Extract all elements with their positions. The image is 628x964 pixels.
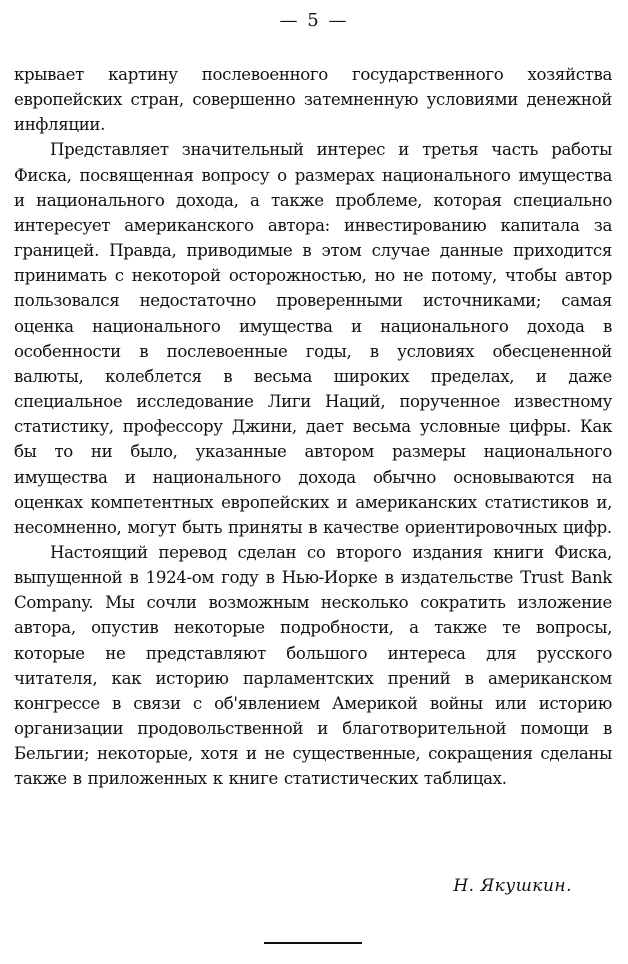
- paragraph-fisk-third-part: Представляет значительный интерес и третья часть работы Фиска, посвященная вопросу о размерах национального имущества и национального дохода, а также проблеме, которая специально интересует американского автора: инвестированию капитала за границей. Правда, приводимые в этом случае данные приходится принимать с некоторой осторожностью, но не потому, чтобы автор пользовался недостаточно проверенными источниками; самая оценка национального имущества и национального дохода в особенности в послевоенные годы, в условиях обесцененной валюты, колеблется в весьма широких пределах, и даже специальное исследование Лиги Наций, порученное известному статистику, профессору Джини, дает весьма условные цифры. Как бы то ни было, указанные автором размеры национального имущества и национального дохода обычно основываются на оценках компетентных европейских и американских статистиков и, несомненно, могут быть приняты в качестве ориентировочных цифр.: [14, 140, 612, 537]
- body-text: [14, 62, 612, 792]
- paragraph-continuation: крывает картину послевоенного государственного хозяйства европейских стран, совершенно затемненную условиями денежной инфляции.: [14, 65, 612, 135]
- paragraph-translation-note: Настоящий перевод сделан со второго издания книги Фиска, выпущенной в 1924-ом году в Нью-Иорке в издательстве Trust Bank Company. Мы сочли возможным несколько сократить изложение автора, опустив некоторые подробности, а также те вопросы, которые не представляют большого интереса для русского читателя, как историю парламентских прений в американском конгрессе в связи с об'явлением Америкой войны или историю организации продовольственной и благотворительной помощи в Бельгии; некоторые, хотя и не существенные, сокращения сделаны также в приложенных к книге статистических таблицах.: [14, 542, 612, 789]
- bottom-divider: [264, 942, 362, 944]
- translator-signature: Н. Якушкин.: [453, 876, 572, 896]
- page-number: — 5 —: [279, 10, 349, 31]
